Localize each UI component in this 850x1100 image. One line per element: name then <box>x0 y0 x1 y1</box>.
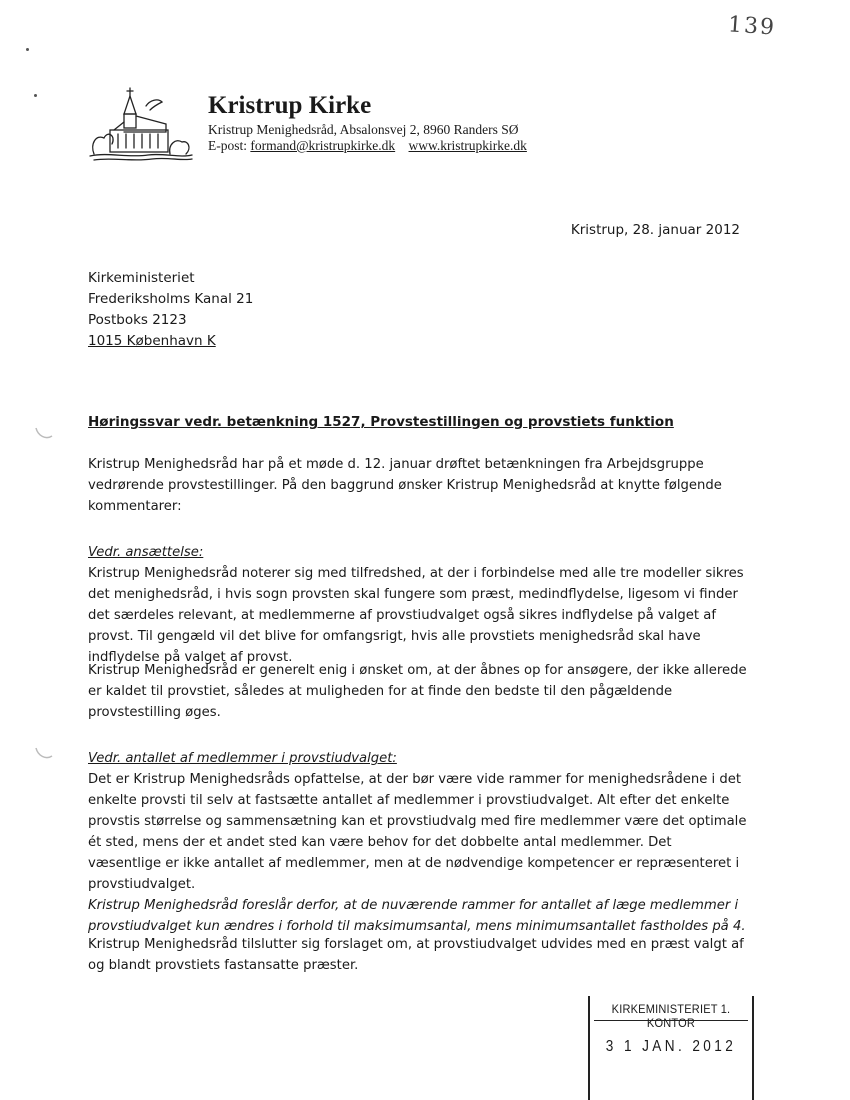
section-heading: Vedr. antallet af medlemmer i provstiudvalget: <box>88 751 397 766</box>
recipient-line: Postboks 2123 <box>88 312 187 328</box>
intro-paragraph: Kristrup Menighedsråd har på et møde d. 12. januar drøftet betænkningen fra Arbejdsgruppe vedrørende provstestillinger. På den baggrund ønsker Kristrup Menighedsråd at knytte følgende kommentarer: <box>88 457 722 514</box>
punch-hole-mark <box>34 744 54 762</box>
recipient-address <box>88 268 253 352</box>
body-paragraph: Kristrup Menighedsråd er generelt enig i ønsket om, at der åbnes op for ansøgere, der ikke allerede er kaldet til provstiet, således at muligheden for at finde den bedste til den pågældende provstestilling øges. <box>88 663 747 720</box>
handwritten-page-number: 139 <box>727 12 777 41</box>
letter-subject: Høringssvar vedr. betænkning 1527, Provstestillingen og provstiets funktion <box>88 414 674 430</box>
body-paragraph: Kristrup Menighedsråd noterer sig med tilfredshed, at der i forbindelse med alle tre modeller sikres det menighedsråd, i hvis sogn provsten skal fungere som præst, medindflydelse, ligesom vi finder det særdeles relevant, at medlemmerne af provstiudvalget også sikres indflydelse på valget af provst. Til gengæld vil det blive for omfangsrigt, hvis alle provstiets menighedsråd skal have indflydelse på valget af provst. <box>88 566 744 665</box>
website-link[interactable]: www.kristrupkirke.dk <box>408 138 527 153</box>
letterhead-address: Kristrup Menighedsråd, Absalonsvej 2, 8960 Randers SØ <box>208 122 519 137</box>
received-stamp <box>588 996 754 1100</box>
church-icon <box>88 84 196 168</box>
letter-date: Kristrup, 28. januar 2012 <box>570 222 740 238</box>
letterhead <box>88 84 648 174</box>
recipient-line: 1015 København K <box>88 333 216 349</box>
recipient-line: Frederiksholms Kanal 21 <box>88 291 254 307</box>
church-name: Kristrup Kirke <box>208 92 372 119</box>
body-paragraph: Det er Kristrup Menighedsråds opfattelse, at der bør være vide rammer for menighedsrådene i det enkelte provsti til selv at fastsætte antallet af medlemmer i provstiudvalget. Alt efter det enkelte provstis størrelse og sammensætning kan et provstiudvalg med fire medlemmer være det optimale ét sted, mens der et andet sted kan være behov for det dobbelte antal medlemmer. Det væsentlige er ikke antallet af medlemmer, men at de nødvendige kompetencer er repræsenteret i provstiudvalget. <box>88 772 747 892</box>
recipient-line: Kirkeministeriet <box>88 270 195 286</box>
stamp-divider <box>594 1020 748 1021</box>
section-medlemmer <box>88 748 748 937</box>
scan-speck <box>26 48 29 51</box>
body-paragraph: Kristrup Menighedsråd tilslutter sig forslaget om, at provstiudvalget udvides med en præst valgt af og blandt provstiets fastansatte præster. <box>88 937 744 973</box>
email-label: E-post: <box>208 138 247 153</box>
stamp-office: KIRKEMINISTERIET 1. KONTOR <box>611 1002 731 1030</box>
stamp-date: 3 1 JAN. 2012 <box>605 1038 737 1055</box>
scan-speck <box>34 94 37 97</box>
letterhead-contact <box>208 138 527 154</box>
section-ansaettelse <box>88 542 748 668</box>
punch-hole-mark <box>34 424 54 442</box>
proposal-paragraph: Kristrup Menighedsråd foreslår derfor, at de nuværende rammer for antallet af læge medlemmer i provstiudvalget kun ændres i forhold til maksimumsantal, mens minimumsantallet fastholdes på 4. <box>88 898 746 934</box>
email-link[interactable]: formand@kristrupkirke.dk <box>250 138 396 153</box>
section-heading: Vedr. ansættelse: <box>88 545 204 560</box>
